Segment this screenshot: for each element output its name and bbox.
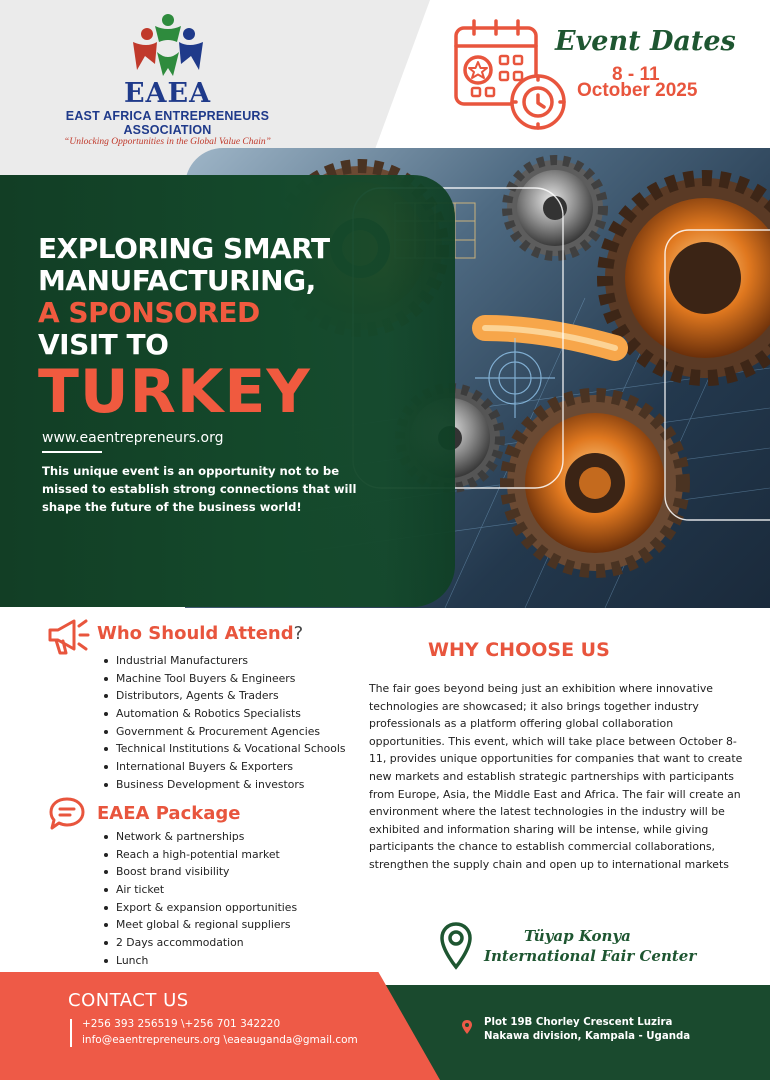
why-body: The fair goes beyond being just an exhibition where innovative technologies are showcased; it also brings together industry professionals as a platform offering global collaboration opportunities. This event, which will take place between October 8-11, provides unique opportunities for companies that want to create new markets and establish strategic partnerships with participants from Europe, Asia, the Middle East and Africa. The fair will create an environment where the latest technologies in the industry will be exhibited and information sharing will be intense, while giving participants the chance to establish commercial collaborations, strengthen the supply chain and open up to international markets <box>369 682 743 871</box>
hero-intro: This unique event is an opportunity not to be missed to establish strong connections that will shape the future of the business world! <box>42 464 357 514</box>
list-item: Reach a high-potential market <box>102 846 297 864</box>
calendar-icon <box>452 18 570 136</box>
hero-line-4: VISIT TO <box>38 328 169 361</box>
package-title: EAEA Package <box>97 803 241 824</box>
list-item: Machine Tool Buyers & Engineers <box>102 670 345 688</box>
event-month-year: October 2025 <box>577 80 698 101</box>
megaphone-icon <box>46 615 92 657</box>
list-item: Distributors, Agents & Traders <box>102 687 345 705</box>
list-item: Technical Institutions & Vocational Schools <box>102 740 345 758</box>
contact-emails[interactable]: info@eaentrepreneurs.org \eaeauganda@gmail.com <box>82 1034 358 1046</box>
location-pin-icon <box>438 920 474 970</box>
contact-phones[interactable]: +256 393 256519 \+256 701 342220 <box>82 1018 281 1030</box>
list-item: Network & partnerships <box>102 828 297 846</box>
venue-line-1: Tüyap Konya <box>524 927 631 945</box>
list-item: Export & expansion opportunities <box>102 899 297 917</box>
list-item: Boost brand visibility <box>102 863 297 881</box>
address-pin-icon <box>461 1019 473 1035</box>
attend-list <box>102 652 345 794</box>
address-line-1: Plot 19B Chorley Crescent Luzira <box>484 1017 673 1028</box>
list-item: International Buyers & Exporters <box>102 758 345 776</box>
hero-line-2: MANUFACTURING, <box>38 264 316 297</box>
why-title: WHY CHOOSE US <box>428 639 610 661</box>
list-item: Government & Procurement Agencies <box>102 723 345 741</box>
event-dates-title: Event Dates <box>555 26 736 57</box>
eaea-logo <box>45 12 290 152</box>
hero-line-3: A SPONSORED <box>38 296 260 329</box>
logo-full-name: EAST AFRICA ENTREPRENEURS ASSOCIATION <box>65 109 270 137</box>
package-list <box>102 828 297 970</box>
contact-divider <box>70 1019 72 1047</box>
list-item: Air ticket <box>102 881 297 899</box>
list-item: Lunch <box>102 952 297 970</box>
logo-people-icon <box>127 12 209 80</box>
list-item: Automation & Robotics Specialists <box>102 705 345 723</box>
chat-bubble-icon <box>48 796 86 832</box>
address-line-2: Nakawa division, Kampala - Uganda <box>484 1031 691 1042</box>
list-item: Industrial Manufacturers <box>102 652 345 670</box>
logo-tagline: “Unlocking Opportunities in the Global Value Chain” <box>64 137 271 147</box>
list-item: Business Development & investors <box>102 776 345 794</box>
website-underline <box>42 451 102 453</box>
attend-title-suffix: ? <box>293 623 304 644</box>
logo-acronym: EAEA <box>123 78 212 109</box>
event-days: 8 - 11 <box>612 64 660 85</box>
attend-title <box>97 623 303 644</box>
venue-line-2: International Fair Center <box>484 947 697 965</box>
hero-line-1: EXPLORING SMART <box>38 232 330 265</box>
list-item: Meet global & regional suppliers <box>102 916 297 934</box>
website-link[interactable]: www.eaentrepreneurs.org <box>42 430 224 446</box>
hero-destination: TURKEY <box>38 357 311 427</box>
list-item: 2 Days accommodation <box>102 934 297 952</box>
contact-title: CONTACT US <box>68 990 189 1011</box>
attend-title-text: Who Should Attend <box>97 623 294 644</box>
